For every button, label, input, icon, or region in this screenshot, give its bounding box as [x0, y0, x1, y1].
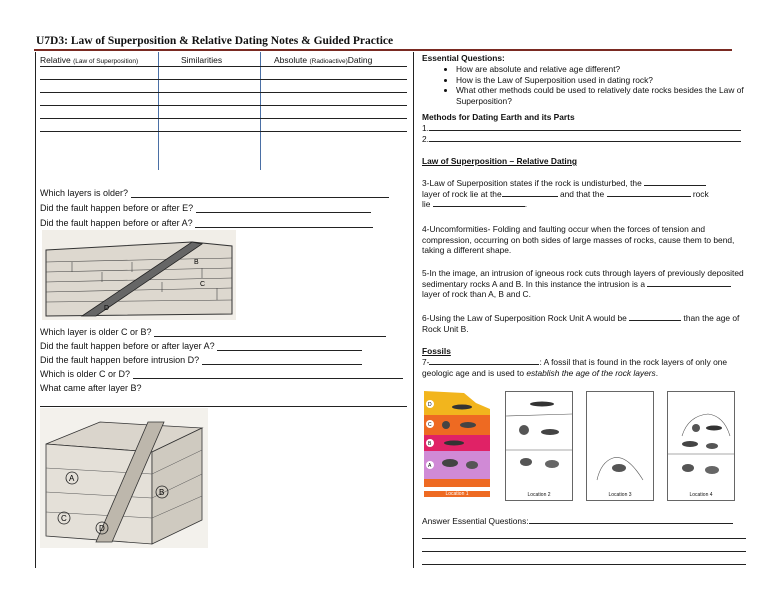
- paragraph-3: 3-Law of Superposition states if the rock is undisturbed, the layer of rock lie at the and that the rock lie .: [422, 178, 709, 209]
- diagram2-label-a: A: [69, 474, 75, 483]
- essential-questions-heading: Essential Questions:: [422, 53, 505, 63]
- fossil-location-3: [586, 391, 654, 501]
- eq-item: • What other methods could be used to relatively date rocks besides the Law of Superposition?: [456, 85, 750, 106]
- methods-heading: Methods for Dating Earth and its Parts: [422, 112, 575, 122]
- question-fault-intrusion-d: Did the fault happen before intrusion D?: [40, 355, 362, 365]
- paragraph-4: 4-Uncomformities- Folding and faulting occur when the forces of tension and compression, occurring on both sides of large masses of rocks, cause them to bend, taking a different shape.: [422, 224, 735, 255]
- diagram2-label-b: B: [159, 488, 165, 497]
- diagram2-label-c: C: [61, 514, 67, 523]
- table-line: [40, 131, 407, 132]
- page-title: U7D3: Law of Superposition & Relative Dating Notes & Guided Practice: [36, 35, 394, 47]
- answer-line: [422, 538, 746, 539]
- diagram2-label-d: D: [99, 524, 105, 533]
- fossil-layers-location-4: [668, 392, 734, 488]
- table-line: [40, 118, 407, 119]
- question-fault-a: Did the fault happen before or after A?: [40, 218, 373, 228]
- location-2-caption: Location 2: [527, 492, 551, 498]
- answer-line: [40, 406, 407, 407]
- question-c-or-b: Which layer is older C or B?: [40, 327, 386, 337]
- loc1-layer-a: A: [428, 463, 432, 469]
- table-line: [40, 92, 407, 93]
- paragraph-6: 6-Using the Law of Superposition Rock Unit A would be than the age of Rock Unit B.: [422, 313, 740, 334]
- fossil-location-1: [424, 391, 490, 499]
- fossils-heading: Fossils: [422, 346, 451, 356]
- left-border: [35, 52, 36, 568]
- question-fault-layer-a: Did the fault happen before or after layer A?: [40, 341, 362, 351]
- fossil-layers-location-1: [424, 391, 490, 487]
- title-underline: [34, 49, 732, 51]
- question-c-or-d: Which is older C or D?: [40, 369, 403, 379]
- answer-line: [422, 551, 746, 552]
- location-3-caption: Location 3: [608, 492, 632, 498]
- fault-diagram-2: [40, 408, 208, 548]
- table-line: [40, 79, 407, 80]
- fossil-layers-location-2: [506, 392, 572, 488]
- diagram1-label-c: C: [200, 281, 206, 288]
- question-fault-e: Did the fault happen before or after E?: [40, 203, 371, 213]
- loc1-layer-d: D: [428, 402, 432, 408]
- location-1-caption: Location 1: [424, 491, 490, 497]
- fossil-location-4: [667, 391, 735, 501]
- answer-line: [422, 564, 746, 565]
- paragraph-7: 7- : A fossil that is found in the rock layers of only one geologic age and is used to establish the age of the rock layers.: [422, 357, 728, 378]
- method-1-line: 1.: [422, 123, 750, 134]
- table-line: [40, 66, 407, 67]
- location-4-caption: Location 4: [689, 492, 713, 498]
- law-of-superposition-heading: Law of Superposition – Relative Dating: [422, 156, 577, 166]
- eq-item: • How is the Law of Superposition used in dating rock?: [456, 75, 750, 86]
- eq-item: • How are absolute and relative age different?: [456, 64, 750, 75]
- loc1-layer-b: B: [428, 441, 432, 447]
- col-absolute-header: Absolute (Radioactive)Dating: [274, 55, 373, 65]
- question-older-layers: Which layers is older?: [40, 188, 389, 198]
- answer-essential-questions: Answer Essential Questions:: [422, 516, 750, 527]
- fault-diagram-1: [42, 230, 236, 320]
- paragraph-5: 5-In the image, an intrusion of igneous rock cuts through layers of previously deposited sedimentary rocks A and B. In this instance the intrusion is a layer of rock than A, B and C.: [422, 268, 744, 299]
- essential-questions-list: [422, 64, 750, 106]
- col-similarities-header: Similarities: [181, 55, 223, 65]
- loc1-layer-c: C: [428, 422, 432, 428]
- fossil-location-2: [505, 391, 573, 501]
- method-2-line: 2.: [422, 134, 750, 145]
- diagram1-label-d: D: [104, 305, 110, 312]
- table-line: [40, 105, 407, 106]
- question-after-b: What came after layer B?: [40, 383, 142, 393]
- table-divider-2: [260, 52, 261, 170]
- col-relative-header: Relative (Law of Superposition): [40, 55, 139, 65]
- fossil-layers-location-3: [587, 392, 653, 488]
- table-divider-1: [158, 52, 159, 170]
- diagram1-label-b: B: [194, 259, 199, 266]
- column-divider: [413, 52, 414, 568]
